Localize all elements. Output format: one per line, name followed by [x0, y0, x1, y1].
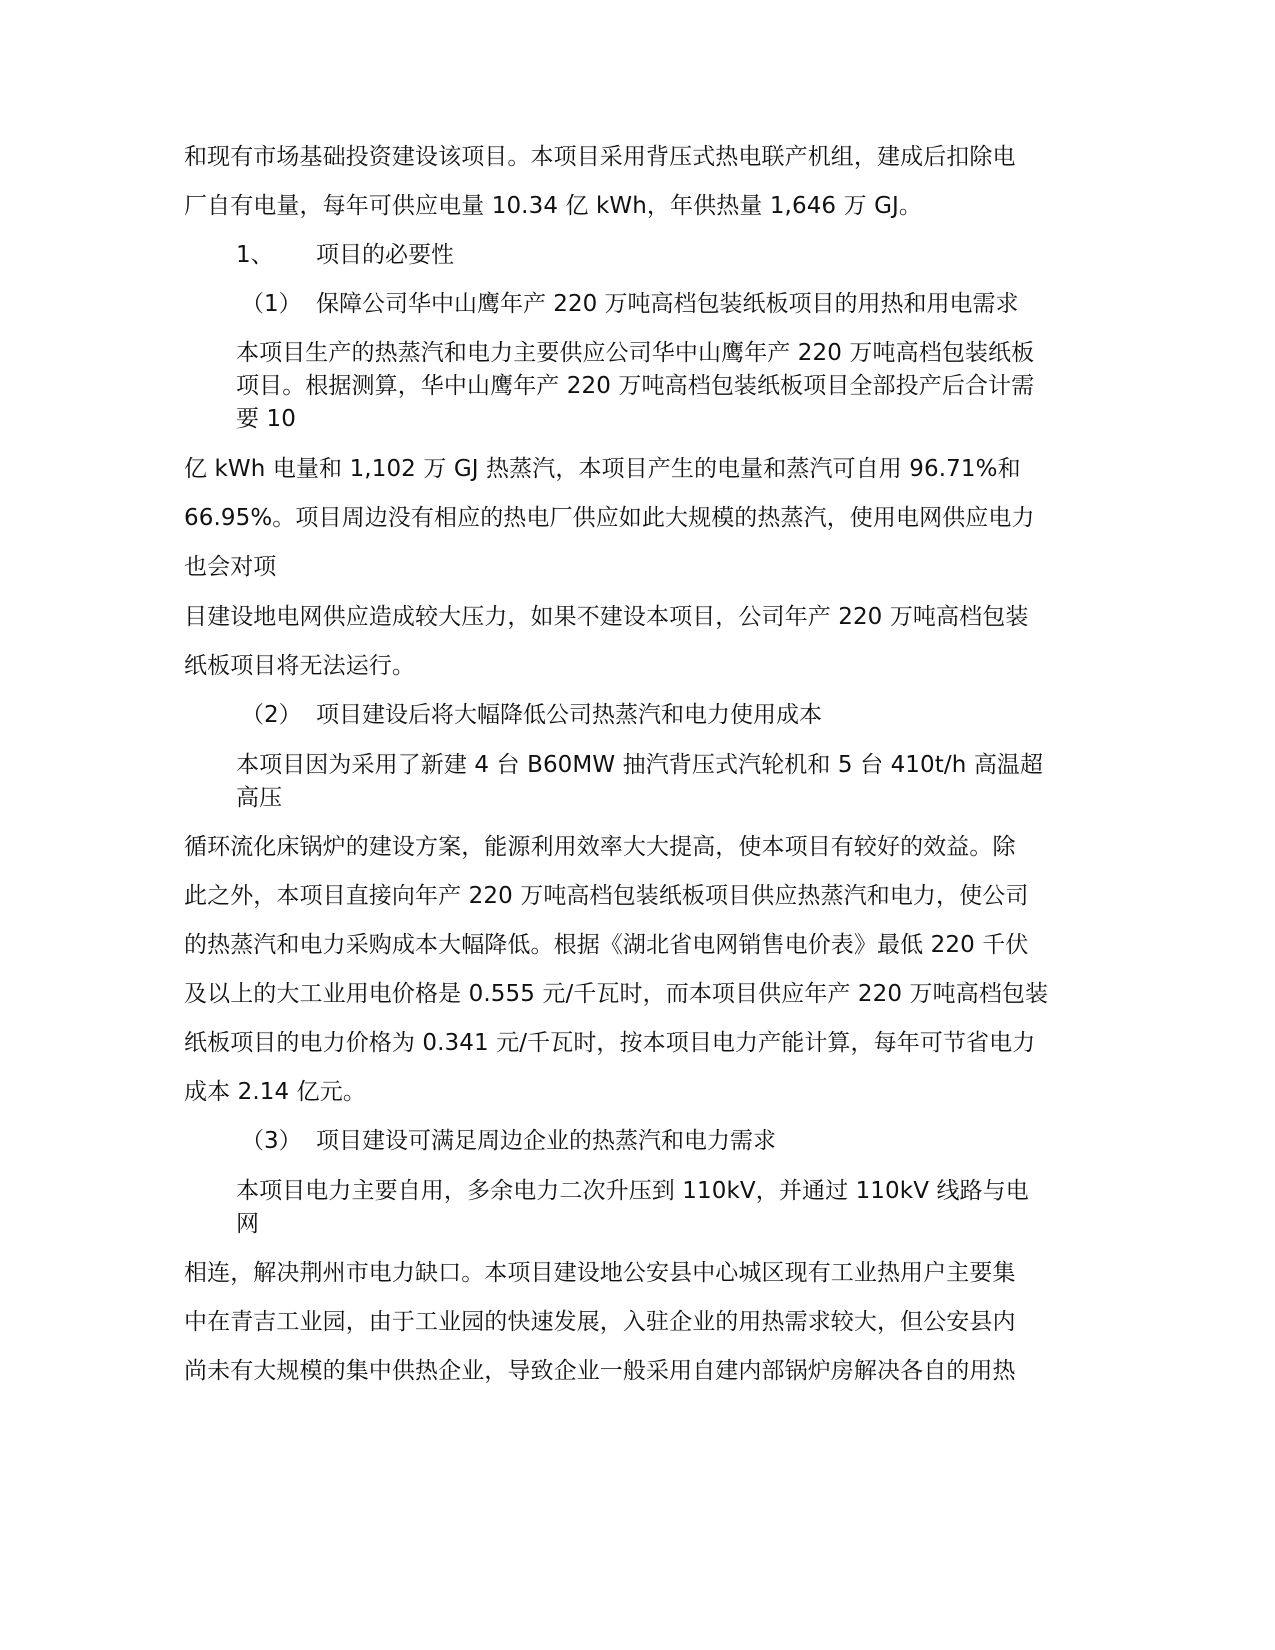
text-line: 此之外，本项目直接向年产 220 万吨高档包装纸板项目供应热蒸汽和电力，使公司	[184, 883, 1029, 909]
item-title: 保障公司华中山鹰年产 220 万吨高档包装纸板项目的用热和用电需求	[316, 291, 1019, 317]
text-line: 的热蒸汽和电力采购成本大幅降低。根据《湖北省电网销售电价表》最低 220 千伏	[184, 932, 1029, 958]
text-line: 亿 kWh 电量和 1,102 万 GJ 热蒸汽，本项目产生的电量和蒸汽可自用 96.71%和	[184, 456, 1021, 482]
text-line: 纸板项目将无法运行。	[184, 653, 415, 679]
text-line: 尚未有大规模的集中供热企业，导致企业一般采用自建内部锅炉房解决各自的用热	[184, 1358, 1016, 1384]
text-line: 及以上的大工业用电价格是 0.555 元/千瓦时，而本项目供应年产 220 万吨高档包装	[184, 981, 1049, 1007]
text-line: 目建设地电网供应造成较大压力，如果不建设本项目，公司年产 220 万吨高档包装	[184, 604, 1029, 630]
text-line: 相连，解决荆州市电力缺口。本项目建设地公安县中心城区现有工业热用户主要集	[184, 1260, 1016, 1286]
text-line: 本项目生产的热蒸汽和电力主要供应公司华中山鹰年产 220 万吨高档包装纸板	[236, 340, 1035, 366]
item-title: 项目建设后将大幅降低公司热蒸汽和电力使用成本	[316, 702, 822, 728]
text-line: 项目。根据测算，华中山鹰年产 220 万吨高档包装纸板项目全部投产后合计需	[236, 373, 1035, 399]
item-title: 项目建设可满足周边企业的热蒸汽和电力需求	[316, 1128, 776, 1154]
text-line: 网	[236, 1211, 260, 1237]
section-number: 1、	[236, 242, 274, 268]
text-line: 纸板项目的电力价格为 0.341 元/千瓦时，按本项目电力产能计算，每年可节省电力	[184, 1030, 1036, 1056]
text-line: 本项目电力主要自用，多余电力二次升压到 110kV，并通过 110kV 线路与电	[236, 1178, 1029, 1204]
text-line: 成本 2.14 亿元。	[184, 1079, 366, 1105]
item-number: （1）	[241, 291, 302, 317]
text-line: 本项目因为采用了新建 4 台 B60MW 抽汽背压式汽轮机和 5 台 410t/h 高温超	[236, 752, 1044, 778]
text-line: 要 10	[236, 406, 296, 432]
section-title: 项目的必要性	[316, 242, 454, 268]
text-line: 66.95%。项目周边没有相应的热电厂供应如此大规模的热蒸汽，使用电网供应电力	[184, 505, 1035, 531]
text-line: 也会对项	[184, 554, 277, 580]
text-line: 循环流化床锅炉的建设方案，能源利用效率大大提高，使本项目有较好的效益。除	[184, 834, 1016, 860]
item-number: （3）	[241, 1128, 302, 1154]
text-line: 厂自有电量，每年可供应电量 10.34 亿 kWh，年供热量 1,646 万 GJ。	[184, 193, 922, 219]
item-number: （2）	[241, 702, 302, 728]
text-line: 和现有市场基础投资建设该项目。本项目采用背压式热电联产机组，建成后扣除电	[184, 144, 1016, 170]
text-line: 高压	[236, 785, 283, 811]
text-line: 中在青吉工业园，由于工业园的快速发展，入驻企业的用热需求较大，但公安县内	[184, 1309, 1016, 1335]
